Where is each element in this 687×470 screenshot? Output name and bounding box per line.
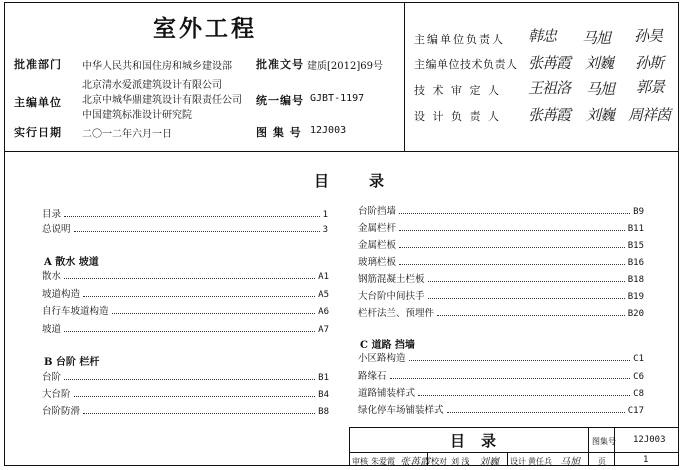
atlas-value-small: 12J003 [633, 435, 666, 445]
signature-4-3: 周祥茵 [628, 106, 671, 124]
responsible-role-4: 设 计 负 责 人 [414, 110, 501, 123]
toc-heading-left: 目 [314, 172, 330, 190]
toc-entry[interactable]: 金属栏杆 B11 [358, 223, 644, 234]
signature-2-2: 刘巍 [585, 54, 614, 72]
designer-name: 黄任兵 [528, 457, 552, 466]
toc-entry[interactable]: 台阶挡墙 B9 [358, 206, 644, 217]
editor-label: 主编单位 [14, 96, 62, 109]
title-block-cell-divider [507, 452, 508, 466]
unified-no-label: 统一编号 [256, 94, 304, 107]
toc-entry[interactable]: 道路铺装样式 C8 [358, 388, 644, 399]
page-label: 页 [598, 457, 606, 466]
toc-entry[interactable]: 散水 A1 [42, 271, 329, 282]
toc-entry[interactable]: 路缘石 C6 [358, 371, 644, 382]
title-block-cell-divider [427, 452, 428, 466]
title-block-title: 目录 [450, 432, 513, 450]
responsible-role-2: 主编单位技术负责人 [414, 58, 518, 71]
section-heading-a: A 散水 坡道 [44, 257, 99, 268]
title-block-col-divider [588, 427, 589, 466]
toc-entry[interactable]: 大台阶 B4 [42, 389, 329, 400]
toc-entry[interactable]: 栏杆法兰、预埋件 B20 [358, 308, 644, 319]
title-block-divider [349, 452, 679, 453]
signature-4-2: 刘巍 [586, 106, 615, 124]
toc-entry[interactable]: 小区路构造 C1 [358, 353, 644, 364]
toc-entry[interactable]: 台阶 B1 [42, 372, 329, 383]
signature-1-2: 马旭 [582, 29, 611, 47]
toc-heading-right: 录 [369, 172, 385, 190]
signature-2-3: 孙斯 [635, 54, 664, 72]
approval-no-value: 建质[2012]69号 [307, 61, 383, 72]
toc-entry[interactable]: 目录 1 [42, 209, 328, 220]
approval-no-label: 批准文号 [256, 58, 304, 71]
signature-4-1: 张苒霞 [528, 106, 571, 124]
document-title: 室外工程 [153, 15, 257, 42]
atlas-no-label: 图 集 号 [256, 126, 302, 139]
responsible-role-1: 主编单位负责人 [414, 33, 505, 46]
designer-label: 设计 [510, 457, 526, 466]
toc-entry[interactable]: 自行车坡道构造 A6 [42, 306, 329, 317]
editor-line-3: 中国建筑标准设计研究院 [82, 110, 192, 121]
section-heading-b: B 台阶 栏杆 [44, 357, 100, 368]
toc-entry[interactable]: 总说明 3 [42, 224, 328, 235]
approver-label: 批准部门 [14, 58, 62, 71]
toc-heading [314, 170, 424, 191]
checker-name: 刘 浅 [451, 457, 470, 466]
date-label: 实行日期 [14, 126, 62, 139]
header-vertical-divider [404, 2, 405, 151]
responsible-role-3: 技 术 审 定 人 [414, 84, 501, 97]
section-heading-c: C 道路 挡墙 [360, 340, 415, 351]
approver-value: 中华人民共和国住房和城乡建设部 [82, 61, 232, 72]
signature-1-3: 孙昊 [634, 27, 663, 45]
reviewer-name: 朱爱霞 [371, 457, 395, 466]
unified-no-value: GJBT-1197 [310, 93, 365, 104]
reviewer-signature: 张苒霞 [400, 457, 430, 468]
editor-line-2: 北京中城华鼎建筑设计有限责任公司 [82, 95, 242, 106]
toc-entry[interactable]: 玻璃栏板 B16 [358, 257, 644, 268]
toc-entry[interactable]: 钢筋混凝土栏板 B18 [358, 274, 644, 285]
designer-signature: 马旭 [560, 457, 580, 468]
toc-entry[interactable]: 绿化停车场铺装样式 C17 [358, 405, 644, 416]
toc-entry[interactable]: 坡道 A7 [42, 324, 329, 335]
atlas-no-value: 12J003 [310, 125, 347, 136]
reviewer-label: 审核 [352, 457, 368, 466]
signature-3-2: 马旭 [586, 80, 615, 98]
toc-entry[interactable]: 大台阶中间扶手 B19 [358, 291, 644, 302]
date-value: 二〇一二年六月一日 [82, 129, 172, 140]
toc-entry[interactable]: 坡道构造 A5 [42, 289, 329, 300]
signature-3-3: 郭景 [636, 78, 665, 96]
signature-1-1: 韩忠 [528, 27, 557, 45]
header-divider [4, 151, 679, 152]
editor-line-1: 北京清水爱派建筑设计有限公司 [82, 80, 222, 91]
atlas-label-small: 图集号 [592, 437, 616, 446]
toc-entry[interactable]: 台阶防滑 B8 [42, 406, 329, 417]
checker-label: 校对 [431, 457, 447, 466]
toc-entry[interactable]: 金属栏板 B15 [358, 240, 644, 251]
signature-3-1: 王祖洛 [528, 79, 571, 97]
checker-signature: 刘巍 [479, 457, 499, 468]
signature-2-1: 张苒霞 [528, 54, 571, 72]
page-value: 1 [643, 455, 649, 465]
